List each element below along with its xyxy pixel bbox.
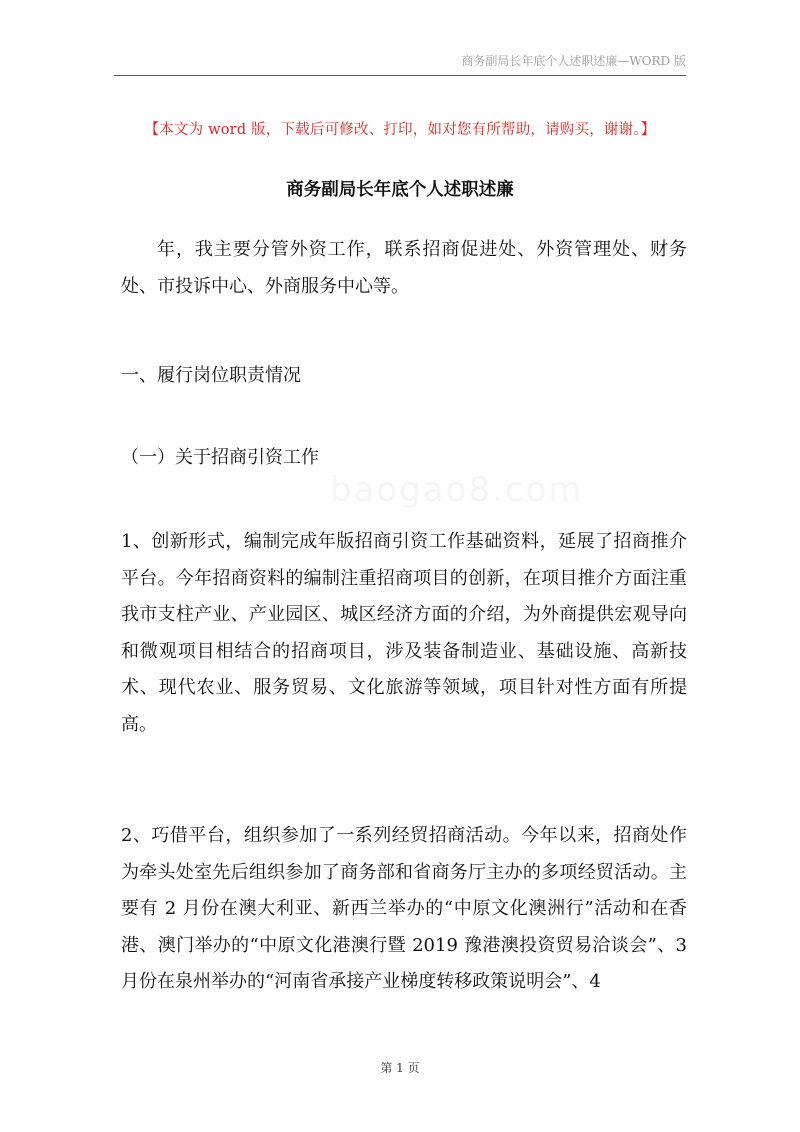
intro-paragraph: 年，我主要分管外资工作，联系招商促进处、外资管理处、财务处、市投诉中心、外商服务中心等。: [121, 239, 687, 297]
page-number: 第 1 页: [380, 1061, 420, 1075]
download-notice: 【本文为 word 版，下载后可修改、打印，如对您有所帮助，请购买，谢谢。】: [144, 122, 656, 138]
section-heading-1: 一、履行岗位职责情况: [121, 365, 301, 386]
watermark: [330, 470, 630, 510]
running-header: 商务副局长年底个人述职述廉—WORD 版: [461, 54, 686, 68]
header-divider: [114, 75, 686, 76]
paragraph-item-1: 1、创新形式，编制完成年版招商引资工作基础资料，延展了招商推介平台。今年招商资料的编制注重招商项目的创新，在项目推介方面注重我市支柱产业、产业园区、城区经济方面的介绍，为外商提供宏观导向和微观项目相结合的招商项目，涉及装备制造业、基础设施、高新技术、现代农业、服务贸易、文化旅游等领域，项目针对性方面有所提高。: [121, 531, 687, 735]
subsection-heading-1: （一）关于招商引资工作: [121, 447, 319, 468]
paragraph-item-2: 2、巧借平台，组织参加了一系列经贸招商活动。今年以来，招商处作为牵头处室先后组织参加了商务部和省商务厅主办的多项经贸活动。主要有 2 月份在澳大利亚、新西兰举办的“中原文化澳洲行”活动和在香港、澳门举办的“中原文化港澳行暨 2019 豫港澳投资贸易洽谈会”、3 月份在泉州举办的“河南省承接产业梯度转移政策说明会”、4: [121, 825, 687, 992]
document-title: 商务副局长年底个人述职述廉: [286, 180, 514, 200]
